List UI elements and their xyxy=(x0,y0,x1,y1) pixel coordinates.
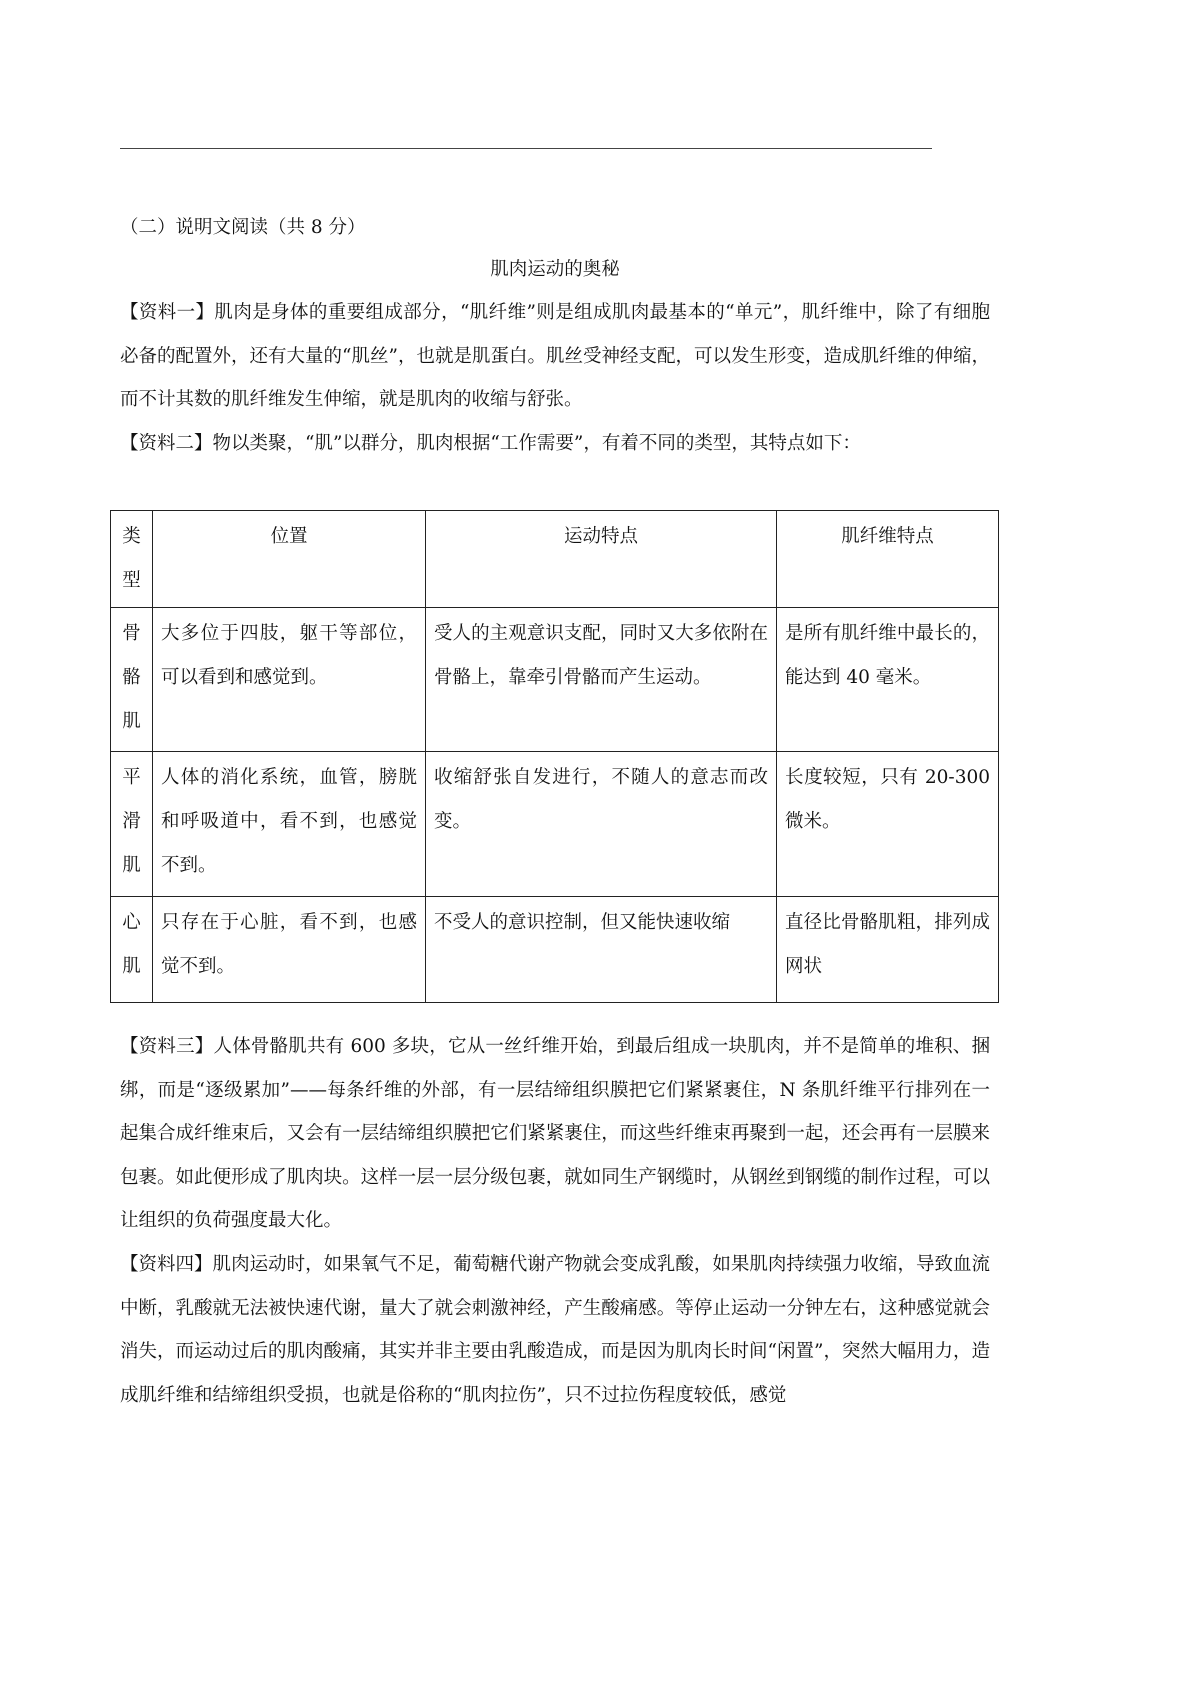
row-movement: 受人的主观意识支配，同时又大多依附在骨骼上，靠牵引骨骼而产生运动。 xyxy=(426,608,777,752)
row-location: 人体的消化系统，血管，膀胱和呼吸道中，看不到，也感觉不到。 xyxy=(153,752,426,897)
header-movement: 运动特点 xyxy=(426,511,777,608)
header-type: 类型 xyxy=(111,511,153,608)
row-fiber: 是所有肌纤维中最长的，能达到 40 毫米。 xyxy=(777,608,999,752)
row-fiber: 直径比骨骼肌粗，排列成网状 xyxy=(777,897,999,1003)
header-fiber: 肌纤维特点 xyxy=(777,511,999,608)
row-type: 心肌 xyxy=(111,897,153,1003)
row-movement: 收缩舒张自发进行，不随人的意志而改变。 xyxy=(426,752,777,897)
material-2: 【资料二】物以类聚，“肌”以群分，肌肉根据“工作需要”，有着不同的类型，其特点如下： xyxy=(120,433,861,454)
row-type: 平滑肌 xyxy=(111,752,153,897)
row-location: 大多位于四肢，躯干等部位，可以看到和感觉到。 xyxy=(153,608,426,752)
row-movement: 不受人的意识控制，但又能快速收缩 xyxy=(426,897,777,1003)
row-location: 只存在于心脏，看不到，也感觉不到。 xyxy=(153,897,426,1003)
section-heading: （二）说明文阅读（共 8 分） xyxy=(120,217,366,238)
header-location: 位置 xyxy=(153,511,426,608)
header-rule xyxy=(120,148,932,149)
article-title: 肌肉运动的奥秘 xyxy=(490,259,620,280)
muscle-types-table xyxy=(110,510,999,1003)
material-4: 【资料四】肌肉运动时，如果氧气不足，葡萄糖代谢产物就会变成乳酸，如果肌肉持续强力收缩，导致血流中断，乳酸就无法被快速代谢，量大了就会刺激神经，产生酸痛感。等停止运动一分钟左右，这种感觉就会消失，而运动过后的肌肉酸痛，其实并非主要由乳酸造成，而是因为肌肉长时间“闲置”，突然大幅用力，造成肌纤维和结缔组织受损，也就是俗称的“肌肉拉伤”，只不过拉伤程度较低，感觉 xyxy=(120,1254,990,1406)
material-3: 【资料三】人体骨骼肌共有 600 多块，它从一丝纤维开始，到最后组成一块肌肉，并不是简单的堆积、捆绑，而是“逐级累加”——每条纤维的外部，有一层结缔组织膜把它们紧紧裹住，N 条肌纤维平行排列在一起集合成纤维束后，又会有一层结缔组织膜把它们紧紧裹住，而这些纤维束再聚到一起，还会再有一层膜来包裹。如此便形成了肌肉块。这样一层一层分级包裹，就如同生产钢缆时，从钢丝到钢缆的制作过程，可以让组织的负荷强度最大化。 xyxy=(120,1036,990,1232)
material-1: 【资料一】肌肉是身体的重要组成部分，“肌纤维”则是组成肌肉最基本的“单元”，肌纤维中，除了有细胞必备的配置外，还有大量的“肌丝”，也就是肌蛋白。肌丝受神经支配，可以发生形变，造成肌纤维的伸缩，而不计其数的肌纤维发生伸缩，就是肌肉的收缩与舒张。 xyxy=(120,302,990,411)
row-type: 骨骼肌 xyxy=(111,608,153,752)
row-fiber: 长度较短，只有 20-300 微米。 xyxy=(777,752,999,897)
